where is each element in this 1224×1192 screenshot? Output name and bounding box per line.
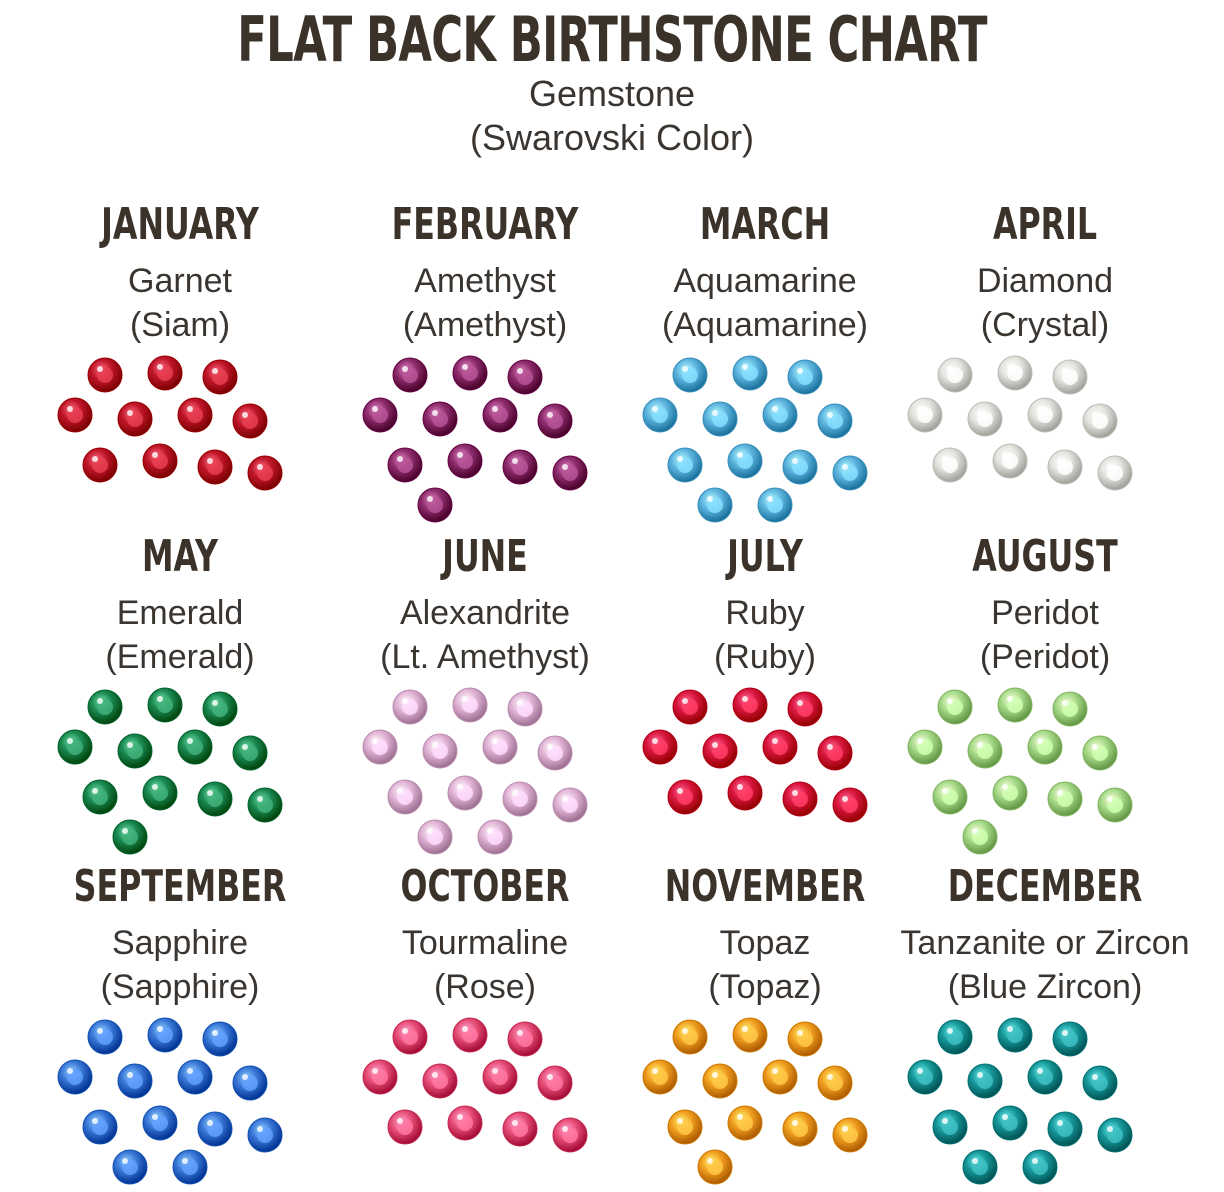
rhinestone xyxy=(83,448,117,482)
rhinestone xyxy=(668,448,702,482)
birthstone-cell-february xyxy=(335,200,635,530)
month-label: AUGUST xyxy=(972,531,1118,582)
stones-image xyxy=(895,1012,1195,1187)
rhinestone xyxy=(668,780,702,814)
stones-image xyxy=(30,350,330,525)
rhinestone xyxy=(788,360,822,394)
rhinestone xyxy=(483,730,517,764)
rhinestone xyxy=(83,780,117,814)
stones-cluster xyxy=(895,350,1195,520)
month-label: MAY xyxy=(142,531,218,582)
stones-image xyxy=(335,1012,635,1187)
rhinestone xyxy=(203,1022,237,1056)
rhinestone xyxy=(1048,1112,1082,1146)
swarovski-color: (Sapphire) xyxy=(100,968,260,1006)
month-label: JUNE xyxy=(442,531,528,582)
swarovski-color: (Rose) xyxy=(433,968,537,1006)
birthstone-cell-december xyxy=(895,862,1195,1192)
rhinestone xyxy=(448,444,482,478)
chart-title: FLAT BACK BIRTHSTONE CHART xyxy=(237,3,987,76)
month-label: SEPTEMBER xyxy=(73,861,287,912)
month-label: JANUARY xyxy=(101,199,259,250)
birthstone-cell-january xyxy=(30,200,330,530)
rhinestone xyxy=(938,1020,972,1054)
stones-image xyxy=(615,1012,915,1187)
rhinestone xyxy=(423,734,457,768)
rhinestone xyxy=(118,402,152,436)
subtitle-gemstone: Gemstone xyxy=(528,73,696,114)
rhinestone xyxy=(833,456,867,490)
rhinestone xyxy=(363,730,397,764)
birthstone-cell-august xyxy=(895,532,1195,862)
rhinestone xyxy=(763,730,797,764)
month-label: JULY xyxy=(727,531,803,582)
birthstone-cell-july xyxy=(615,532,915,862)
stones-image xyxy=(30,1012,330,1187)
swarovski-color: (Siam) xyxy=(129,306,231,344)
stones-image xyxy=(615,682,915,857)
gemstone-name: Tourmaline xyxy=(401,924,569,962)
rhinestone xyxy=(1048,782,1082,816)
rhinestone xyxy=(178,1060,212,1094)
rhinestone xyxy=(763,1060,797,1094)
rhinestone xyxy=(1083,404,1117,438)
swarovski-color: (Ruby) xyxy=(713,638,817,676)
rhinestone xyxy=(968,402,1002,436)
rhinestone xyxy=(963,1150,997,1184)
rhinestone xyxy=(998,1018,1032,1052)
rhinestone xyxy=(993,776,1027,810)
rhinestone xyxy=(393,1020,427,1054)
birthstone-cell-march xyxy=(615,200,915,530)
rhinestone xyxy=(938,690,972,724)
rhinestone xyxy=(553,1118,587,1152)
rhinestone xyxy=(423,402,457,436)
gemstone-name: Aquamarine xyxy=(673,262,857,300)
rhinestone xyxy=(143,776,177,810)
stones-cluster xyxy=(30,1012,330,1182)
stones-cluster xyxy=(895,682,1195,852)
rhinestone xyxy=(1048,450,1082,484)
swarovski-color: (Lt. Amethyst) xyxy=(380,638,590,676)
rhinestone xyxy=(83,1110,117,1144)
rhinestone xyxy=(178,730,212,764)
rhinestone xyxy=(783,782,817,816)
stones-cluster xyxy=(335,1012,635,1182)
rhinestone xyxy=(833,1118,867,1152)
rhinestone xyxy=(643,730,677,764)
gemstone-name: Tanzanite or Zircon xyxy=(900,924,1190,962)
rhinestone xyxy=(503,450,537,484)
rhinestone xyxy=(58,1060,92,1094)
rhinestone xyxy=(1023,1150,1057,1184)
rhinestone xyxy=(88,358,122,392)
rhinestone xyxy=(113,1150,147,1184)
rhinestone xyxy=(203,360,237,394)
rhinestone xyxy=(453,1018,487,1052)
stones-image xyxy=(30,682,330,857)
rhinestone xyxy=(508,692,542,726)
birthstone-cell-april xyxy=(895,200,1195,530)
gemstone-name: Ruby xyxy=(725,594,805,632)
month-label: MARCH xyxy=(699,199,831,250)
rhinestone xyxy=(703,1064,737,1098)
rhinestone xyxy=(483,1060,517,1094)
rhinestone xyxy=(233,404,267,438)
gemstone-name: Amethyst xyxy=(414,262,556,300)
swarovski-color: (Blue Zircon) xyxy=(947,968,1143,1006)
gemstone-name: Garnet xyxy=(128,262,232,300)
rhinestone xyxy=(553,788,587,822)
month-label: FEBRUARY xyxy=(391,199,579,250)
rhinestone xyxy=(703,734,737,768)
rhinestone xyxy=(1083,1066,1117,1100)
rhinestone xyxy=(363,398,397,432)
rhinestone xyxy=(908,398,942,432)
rhinestone xyxy=(388,448,422,482)
rhinestone xyxy=(968,1064,1002,1098)
gemstone-name: Peridot xyxy=(991,594,1099,632)
stones-cluster xyxy=(30,350,330,520)
rhinestone xyxy=(698,1150,732,1184)
rhinestone xyxy=(643,398,677,432)
rhinestone xyxy=(248,788,282,822)
rhinestone xyxy=(538,404,572,438)
rhinestone xyxy=(1098,1118,1132,1152)
rhinestone xyxy=(203,692,237,726)
rhinestone xyxy=(758,488,792,522)
stones-cluster xyxy=(615,682,915,852)
stones-cluster xyxy=(30,682,330,852)
month-label: OCTOBER xyxy=(400,861,570,912)
swarovski-color: (Emerald) xyxy=(105,638,255,676)
rhinestone xyxy=(728,776,762,810)
rhinestone xyxy=(673,1020,707,1054)
rhinestone xyxy=(908,1060,942,1094)
rhinestone xyxy=(998,688,1032,722)
rhinestone xyxy=(388,1110,422,1144)
rhinestone xyxy=(538,1066,572,1100)
rhinestone xyxy=(178,398,212,432)
gemstone-name: Diamond xyxy=(976,262,1114,300)
month-label: NOVEMBER xyxy=(664,861,866,912)
rhinestone xyxy=(453,688,487,722)
rhinestone xyxy=(58,398,92,432)
rhinestone xyxy=(508,360,542,394)
rhinestone xyxy=(1028,398,1062,432)
rhinestone xyxy=(248,456,282,490)
rhinestone xyxy=(993,1106,1027,1140)
rhinestone xyxy=(833,788,867,822)
rhinestone xyxy=(173,1150,207,1184)
rhinestone xyxy=(88,690,122,724)
stones-image xyxy=(335,682,635,857)
rhinestone xyxy=(143,444,177,478)
rhinestone xyxy=(728,444,762,478)
rhinestone xyxy=(963,820,997,854)
swarovski-color: (Peridot) xyxy=(979,638,1111,676)
swarovski-color: (Topaz) xyxy=(708,968,822,1006)
rhinestone xyxy=(818,404,852,438)
rhinestone xyxy=(553,456,587,490)
rhinestone xyxy=(478,820,512,854)
rhinestone xyxy=(703,402,737,436)
rhinestone xyxy=(148,1018,182,1052)
rhinestone xyxy=(388,780,422,814)
rhinestone xyxy=(938,358,972,392)
stones-cluster xyxy=(615,1012,915,1182)
rhinestone xyxy=(1028,730,1062,764)
stones-image xyxy=(895,350,1195,525)
rhinestone xyxy=(503,1112,537,1146)
birthstone-cell-november xyxy=(615,862,915,1192)
stones-cluster xyxy=(615,350,915,520)
birthstone-cell-september xyxy=(30,862,330,1192)
rhinestone xyxy=(198,450,232,484)
rhinestone xyxy=(1098,788,1132,822)
stones-image xyxy=(335,350,635,525)
rhinestone xyxy=(58,730,92,764)
rhinestone xyxy=(908,730,942,764)
rhinestone xyxy=(728,1106,762,1140)
rhinestone xyxy=(998,356,1032,390)
gemstone-name: Emerald xyxy=(116,594,244,632)
rhinestone xyxy=(503,782,537,816)
gemstone-name: Sapphire xyxy=(111,924,249,962)
rhinestone xyxy=(423,1064,457,1098)
rhinestone xyxy=(1053,1022,1087,1056)
rhinestone xyxy=(733,356,767,390)
rhinestone xyxy=(233,736,267,770)
rhinestone xyxy=(1053,692,1087,726)
rhinestone xyxy=(733,688,767,722)
rhinestone xyxy=(113,820,147,854)
rhinestone xyxy=(668,1110,702,1144)
stones-cluster xyxy=(895,1012,1195,1182)
rhinestone xyxy=(818,1066,852,1100)
rhinestone xyxy=(88,1020,122,1054)
rhinestone xyxy=(198,1112,232,1146)
rhinestone xyxy=(538,736,572,770)
swarovski-color: (Crystal) xyxy=(980,306,1110,344)
month-label: APRIL xyxy=(992,199,1098,250)
stones-cluster xyxy=(335,350,635,520)
swarovski-color: (Amethyst) xyxy=(402,306,568,344)
rhinestone xyxy=(643,1060,677,1094)
rhinestone xyxy=(673,690,707,724)
rhinestone xyxy=(933,448,967,482)
rhinestone xyxy=(118,734,152,768)
rhinestone xyxy=(363,1060,397,1094)
rhinestone xyxy=(483,398,517,432)
birthstone-cell-june xyxy=(335,532,635,862)
rhinestone xyxy=(933,780,967,814)
rhinestone xyxy=(508,1022,542,1056)
rhinestone xyxy=(783,1112,817,1146)
rhinestone xyxy=(1098,456,1132,490)
rhinestone xyxy=(788,1022,822,1056)
swarovski-color: (Aquamarine) xyxy=(662,306,868,344)
stones-image xyxy=(615,350,915,525)
stones-image xyxy=(895,682,1195,857)
rhinestone xyxy=(143,1106,177,1140)
rhinestone xyxy=(453,356,487,390)
rhinestone xyxy=(1028,1060,1062,1094)
rhinestone xyxy=(783,450,817,484)
rhinestone xyxy=(393,690,427,724)
rhinestone xyxy=(968,734,1002,768)
rhinestone xyxy=(788,692,822,726)
gemstone-name: Alexandrite xyxy=(399,594,571,632)
rhinestone xyxy=(248,1118,282,1152)
rhinestone xyxy=(418,488,452,522)
rhinestone xyxy=(393,358,427,392)
rhinestone xyxy=(733,1018,767,1052)
rhinestone xyxy=(448,1106,482,1140)
stones-cluster xyxy=(335,682,635,852)
birthstone-cell-october xyxy=(335,862,635,1192)
rhinestone xyxy=(198,782,232,816)
rhinestone xyxy=(448,776,482,810)
rhinestone xyxy=(673,358,707,392)
rhinestone xyxy=(698,488,732,522)
month-label: DECEMBER xyxy=(947,861,1143,912)
rhinestone xyxy=(818,736,852,770)
subtitle-swarovski: (Swarovski Color) xyxy=(469,117,755,158)
rhinestone xyxy=(933,1110,967,1144)
rhinestone xyxy=(118,1064,152,1098)
rhinestone xyxy=(763,398,797,432)
birthstone-cell-may xyxy=(30,532,330,862)
rhinestone xyxy=(148,356,182,390)
gemstone-name: Topaz xyxy=(719,924,811,962)
rhinestone xyxy=(148,688,182,722)
rhinestone xyxy=(233,1066,267,1100)
rhinestone xyxy=(1053,360,1087,394)
rhinestone xyxy=(1083,736,1117,770)
rhinestone xyxy=(993,444,1027,478)
rhinestone xyxy=(418,820,452,854)
